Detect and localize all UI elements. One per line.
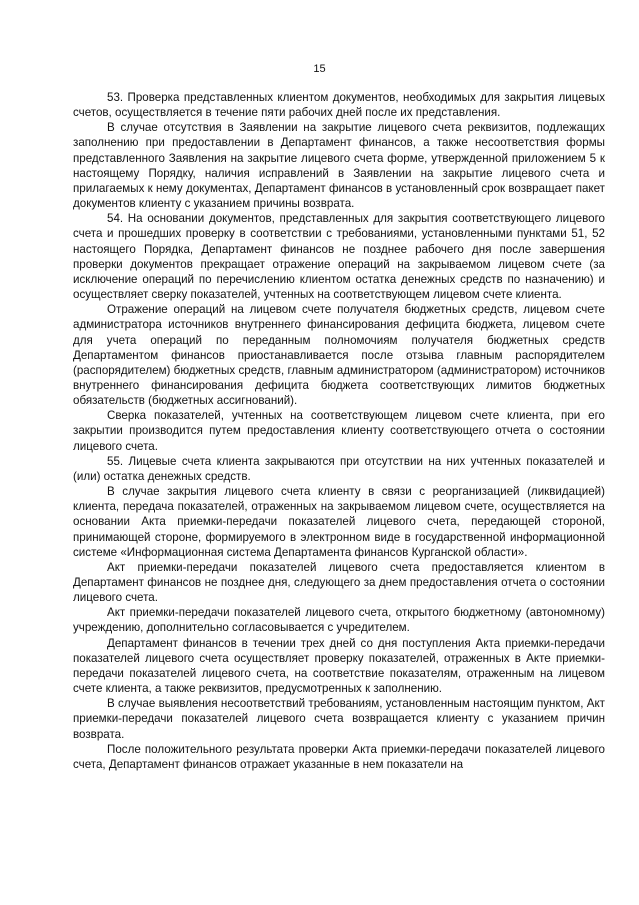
document-body [73,90,605,772]
paragraph: В случае выявления несоответствий требованиям, установленным настоящим пунктом, Акт приемки-передачи показателей лицевого счета возвращается клиенту с указанием причин возврата. [73,697,605,741]
paragraph: После положительного результата проверки Акта приемки-передачи показателей лицевого счета, Департамент финансов отражает указанные в нем показатели на [73,742,605,771]
paragraph: Сверка показателей, учтенных на соответствующем лицевом счете клиента, при его закрытии производится путем предоставления клиенту соответствующего отчета о состоянии лицевого счета. [73,409,605,453]
paragraph: 54. На основании документов, представленных для закрытия соответствующего лицевого счета и прошедших проверку в соответствии с требованиями, установленными пунктами 51, 52 настоящего Порядка, Департамент финансов не позднее рабочего дня после завершения проверки документов прекращает отражение операций на закрываемом лицевом счете (за исключение операций по перечислению клиентом остатка денежных средств по назначению) и осуществляет сверку показателей, учтенных на соответствующем лицевом счете клиента. [73,212,605,302]
paragraph: Департамент финансов в течении трех дней со дня поступления Акта приемки-передачи показателей лицевого счета осуществляет проверку показателей, отраженных в Акте приемки-передачи показателей лицевого счета, на соответствие показателям, отраженным на лицевом счете клиента, а также реквизитов, предусмотренных к заполнению. [73,636,605,696]
paragraph: Отражение операций на лицевом счете получателя бюджетных средств, лицевом счете администратора источников внутреннего финансирования дефицита бюджета, лицевом счете для учета операций по переданным полномочиям получателя бюджетных средств Департаментом финансов приостанавливается после отзыва главным распорядителем (распорядителем) бюджетных средств, главным администратором (администратором) источников внутреннего финансирования дефицита бюджета соответствующих лимитов бюджетных обязательств (бюджетных ассигнований). [73,303,605,408]
paragraph: В случае отсутствия в Заявлении на закрытие лицевого счета реквизитов, подлежащих заполнению при предоставлении в Департамент финансов, а также несоответствия формы представленного Заявления на закрытие лицевого счета форме, утвержденной приложением 5 к настоящему Порядку, наличия исправлений в Заявлении на закрытие лицевого счета и прилагаемых к нему документах, Департамент финансов в установленный срок возвращает пакет документов клиенту с указанием причины возврата. [73,121,605,211]
paragraph: 55. Лицевые счета клиента закрываются при отсутствии на них учтенных показателей и (или) остатка денежных средств. [73,454,605,483]
page-number: 15 [313,63,326,75]
paragraph: 53. Проверка представленных клиентом документов, необходимых для закрытия лицевых счетов, осуществляется в течение пяти рабочих дней после их представления. [73,91,605,120]
paragraph: Акт приемки-передачи показателей лицевого счета, открытого бюджетному (автономному) учреждению, дополнительно согласовывается с учредителем. [73,606,605,635]
paragraph: Акт приемки-передачи показателей лицевого счета предоставляется клиентом в Департамент финансов не позднее дня, следующего за днем предоставления отчета о состоянии лицевого счета. [73,560,605,605]
paragraph: В случае закрытия лицевого счета клиенту в связи с реорганизацией (ликвидацией) клиента, передача показателей, отраженных на закрываемом лицевом счете, осуществляется на основании Акта приемки-передачи показателей лицевого счета, передающей стороной, принимающей стороне, формируемого в электронном виде в государственной информационной системе «Информационная система Департамента финансов Курганской области». [73,485,605,559]
